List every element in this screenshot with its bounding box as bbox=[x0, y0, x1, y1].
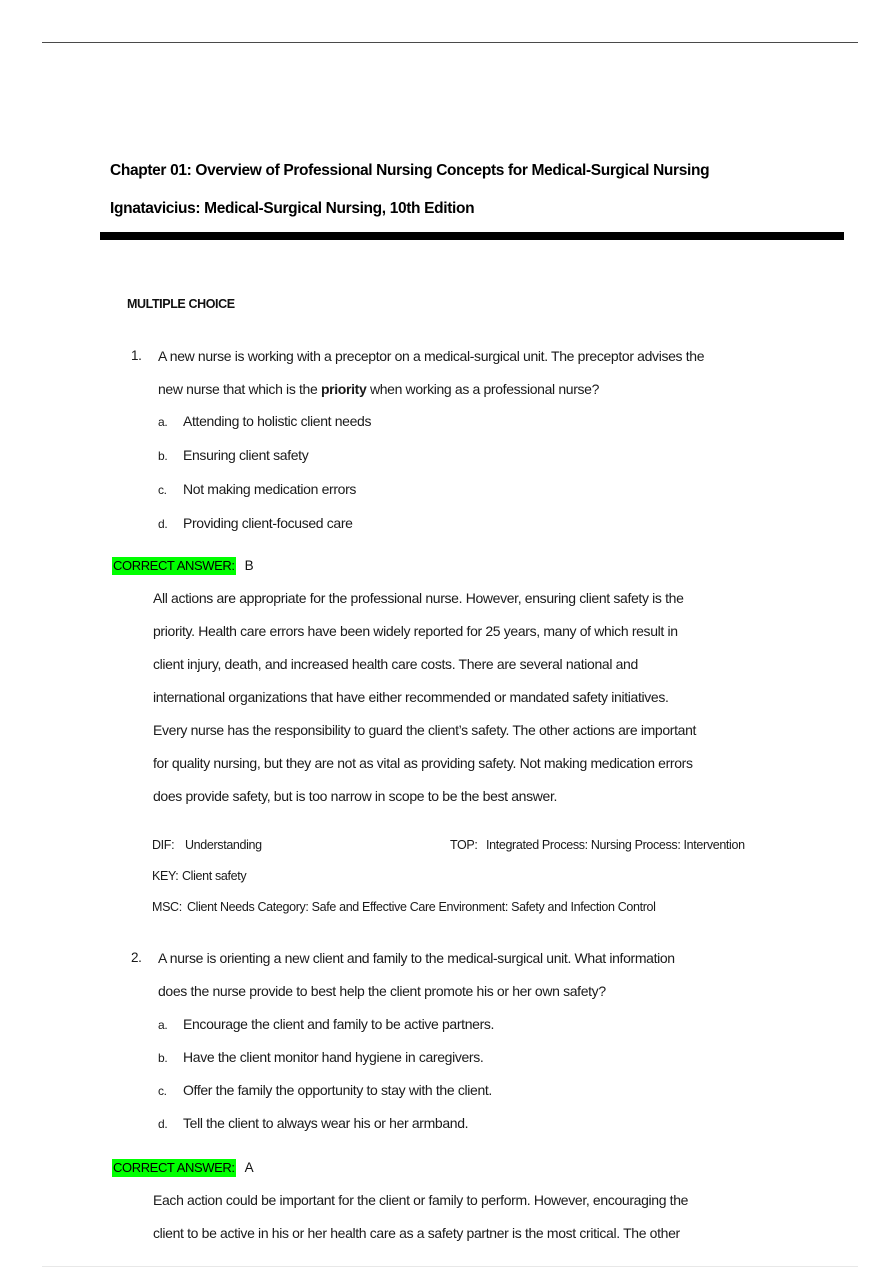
question-stem-line bbox=[158, 382, 599, 396]
correct-answer-row bbox=[112, 558, 253, 573]
rationale-line: international organizations that have either recommended or mandated safety initiatives. bbox=[153, 689, 669, 705]
question-number: 1. bbox=[131, 348, 142, 363]
metadata-top-label: TOP: bbox=[450, 838, 478, 852]
metadata-msc-label: MSC: bbox=[152, 900, 182, 914]
stem-emphasis: priority bbox=[320, 381, 367, 397]
option-letter: c. bbox=[158, 483, 167, 497]
rationale-line: client to be active in his or her health care as a safety partner is the most critical. The other bbox=[153, 1225, 680, 1241]
option-letter: b. bbox=[158, 449, 168, 463]
rationale-line: Every nurse has the responsibility to guard the client’s safety. The other actions are important bbox=[153, 722, 697, 738]
document-title: Chapter 01: Overview of Professional Nursing Concepts for Medical-Surgical Nursing bbox=[110, 162, 710, 179]
rationale-line: All actions are appropriate for the professional nurse. However, ensuring client safety is the bbox=[153, 590, 684, 606]
metadata-key-value: Client safety bbox=[182, 869, 247, 883]
metadata-top-value: Integrated Process: Nursing Process: Intervention bbox=[486, 838, 745, 852]
question-stem-line bbox=[158, 951, 675, 965]
stem-text: A new nurse is working with a preceptor on a medical-surgical unit. The preceptor advises the bbox=[158, 348, 705, 364]
correct-answer-label: CORRECT ANSWER: bbox=[113, 1160, 235, 1175]
title-divider-bar bbox=[100, 232, 844, 240]
stem-text: when working as a professional nurse? bbox=[366, 381, 600, 397]
footer-rule bbox=[42, 1266, 858, 1267]
rationale-line: priority. Health care errors have been widely reported for 25 years, many of which result in bbox=[153, 623, 678, 639]
rationale-line: does provide safety, but is too narrow in scope to be the best answer. bbox=[153, 788, 558, 804]
option-letter: c. bbox=[158, 1084, 167, 1098]
option-text[interactable]: Ensuring client safety bbox=[183, 447, 309, 463]
stem-text: does the nurse provide to best help the client promote his or her own safety? bbox=[158, 983, 606, 999]
metadata-key-label: KEY: bbox=[152, 869, 179, 883]
header-rule bbox=[42, 42, 858, 43]
option-letter: d. bbox=[158, 1117, 168, 1131]
option-letter: d. bbox=[158, 517, 168, 531]
correct-answer-value: A bbox=[244, 1160, 254, 1175]
option-letter: a. bbox=[158, 415, 168, 429]
stem-text: A nurse is orienting a new client and family to the medical-surgical unit. What information bbox=[158, 950, 675, 966]
correct-answer-label: CORRECT ANSWER: bbox=[113, 558, 235, 573]
rationale-line: Each action could be important for the client or family to perform. However, encouraging the bbox=[153, 1192, 689, 1208]
question-stem-line bbox=[158, 984, 606, 998]
option-text[interactable]: Offer the family the opportunity to stay with the client. bbox=[183, 1082, 492, 1098]
option-text[interactable]: Encourage the client and family to be active partners. bbox=[183, 1016, 495, 1032]
rationale-line: client injury, death, and increased health care costs. There are several national and bbox=[153, 656, 638, 672]
option-text[interactable]: Not making medication errors bbox=[183, 481, 357, 497]
rationale-line: for quality nursing, but they are not as vital as providing safety. Not making medication errors bbox=[153, 755, 693, 771]
document-subtitle: Ignatavicius: Medical-Surgical Nursing, 10th Edition bbox=[110, 200, 475, 217]
option-text[interactable]: Providing client-focused care bbox=[183, 515, 353, 531]
correct-answer-row bbox=[112, 1160, 253, 1175]
option-text[interactable]: Attending to holistic client needs bbox=[183, 413, 372, 429]
section-heading: MULTIPLE CHOICE bbox=[127, 297, 235, 311]
stem-text: new nurse that which is the bbox=[158, 381, 321, 397]
question-number: 2. bbox=[131, 950, 142, 965]
option-letter: a. bbox=[158, 1018, 168, 1032]
correct-answer-value: B bbox=[244, 558, 254, 573]
option-text[interactable]: Have the client monitor hand hygiene in caregivers. bbox=[183, 1049, 484, 1065]
option-letter: b. bbox=[158, 1051, 168, 1065]
metadata-msc-value: Client Needs Category: Safe and Effective Care Environment: Safety and Infection Control bbox=[187, 900, 656, 914]
metadata-dif-value: Understanding bbox=[185, 838, 262, 852]
question-stem-line bbox=[158, 349, 704, 363]
metadata-dif-label: DIF: bbox=[152, 838, 175, 852]
option-text[interactable]: Tell the client to always wear his or her armband. bbox=[183, 1115, 469, 1131]
